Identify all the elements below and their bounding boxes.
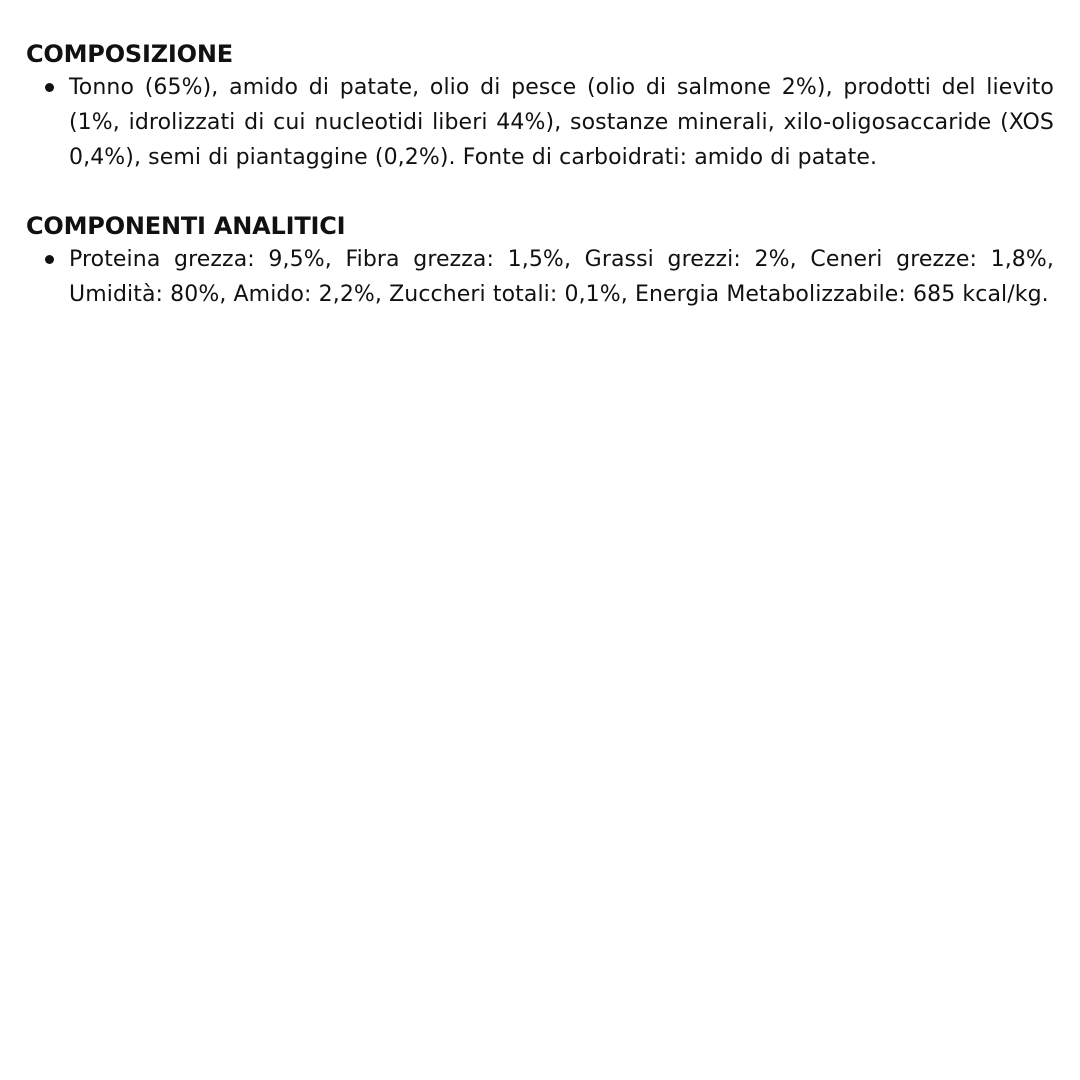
- analytical-components-section: [26, 210, 1054, 312]
- composition-list-item: [26, 70, 1054, 175]
- analytical-components-list: [26, 242, 1054, 312]
- bullet-icon: [45, 255, 54, 264]
- analytical-components-text: Proteina grezza: 9,5%, Fibra grezza: 1,5%, Grassi grezzi: 2%, Ceneri grezze: 1,8%, Umidità: 80%, Amido: 2,2%, Zuccheri totali: 0,1%, Energia Metabolizzabile: 685 kcal/kg.: [69, 247, 1054, 307]
- analytical-components-list-item: [26, 242, 1054, 312]
- composition-list: [26, 70, 1054, 175]
- bullet-icon: [45, 83, 54, 92]
- composition-section: [26, 38, 1054, 175]
- composition-title: COMPOSIZIONE: [26, 40, 233, 68]
- composition-text: Tonno (65%), amido di patate, olio di pesce (olio di salmone 2%), prodotti del lievito (1%, idrolizzati di cui nucleotidi liberi 44%), sostanze minerali, xilo-oligosaccaride (XOS 0,4%), semi di piantaggine (0,2%). Fonte di carboidrati: amido di patate.: [69, 75, 1054, 170]
- product-information-panel: [26, 38, 1054, 312]
- analytical-components-title: COMPONENTI ANALITICI: [26, 212, 346, 240]
